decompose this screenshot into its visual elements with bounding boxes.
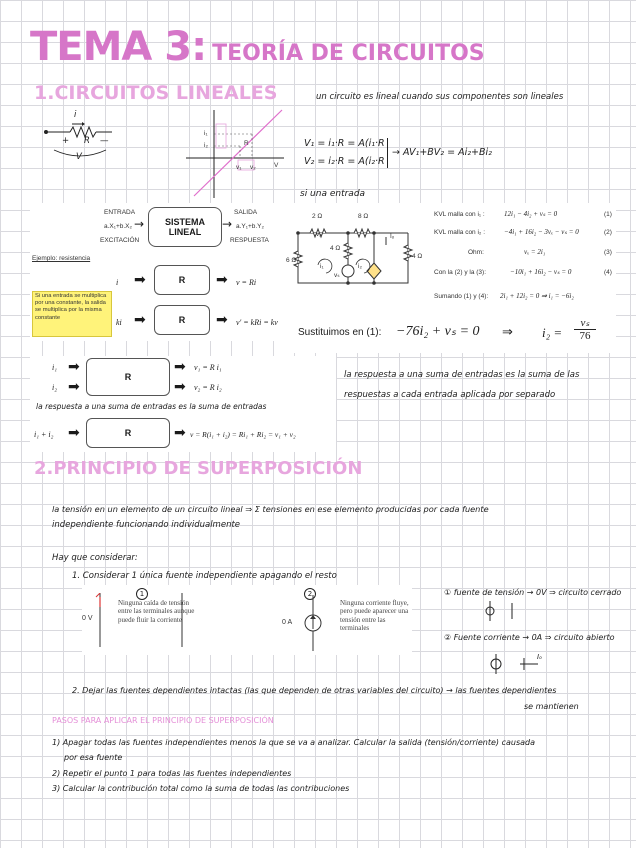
voltage-short-icon — [480, 601, 520, 621]
point-2b: se mantienen — [524, 702, 579, 711]
current-source-off-icon — [298, 595, 328, 651]
current-open-icon — [484, 648, 544, 676]
sup-r-box: R — [86, 358, 170, 396]
kvl-row-label: Sumando (1) y (4): — [434, 293, 489, 300]
arrow-right-icon: ➡ — [68, 425, 80, 441]
graph-v-axis: V — [274, 162, 279, 169]
graph-r: R — [244, 140, 249, 147]
linear-definition: un circuito es lineal cuando sus componentes son lineales — [316, 92, 564, 102]
circuit-r3: 4 Ω — [330, 245, 341, 252]
pasos-heading: PASOS PARA APLICAR EL PRINCIPIO DE SUPERPOSICIÓN — [52, 716, 274, 725]
kvl-row-expr: 12i₁ − 4i₂ + vₛ = 0 — [504, 210, 558, 218]
graph-v1: v₁ — [236, 164, 242, 171]
example-output-1: v = Ri — [236, 278, 257, 287]
terminal-icon — [172, 593, 192, 647]
system-card — [30, 203, 286, 341]
sistema-label: SISTEMA — [164, 217, 205, 227]
arrow-right-icon: ➡ — [134, 312, 146, 328]
resistor-r-label: R — [84, 136, 90, 146]
kvl-row-num: (2) — [604, 229, 612, 236]
kvl-row-expr: −10i₁ + 16i₂ − vₛ = 0 — [510, 268, 572, 276]
input-signal: a.X₁+b.X₂ — [104, 223, 133, 230]
output-signal: a.Y₁+b.Y₂ — [236, 223, 265, 230]
kvl-row-num: (3) — [604, 249, 612, 256]
hay-que-considerar: Hay que considerar: — [52, 553, 138, 563]
arrow-right-icon: ➡ — [174, 425, 186, 441]
salida-label: SALIDA — [234, 209, 258, 216]
arrow-right-icon: ➡ — [68, 379, 80, 395]
arrow-right-icon: ➡ — [174, 379, 186, 395]
superposition-definition-2: independiente funcionando individualmente — [52, 520, 241, 530]
zero-volts-text: Ninguna caída de tensión entre las terminales aunque puede fluir la corriente — [118, 599, 195, 624]
graph-v2: v₂ — [250, 164, 256, 171]
sup-note-sum-inputs: la respuesta a una suma de entradas es la suma de entradas — [36, 402, 267, 411]
arrow-right-icon: ➡ — [134, 272, 146, 288]
paso-1: 1) Apagar todas las fuentes independientes menos la que se va a analizar. Calcular la salida (tensión/corriente) causada — [52, 738, 536, 747]
kvl-row-expr: −4i₁ + 16i₂ − 3vₓ − vₛ = 0 — [504, 228, 579, 236]
sources-card — [82, 585, 412, 655]
arrow-right-icon: ➡ — [216, 272, 228, 288]
page-title — [30, 24, 485, 68]
graph-i1: i₁ — [204, 130, 208, 137]
constant-note — [32, 291, 112, 337]
superposition-note-2: respuestas a cada entrada aplicada por separado — [344, 390, 556, 400]
sustituimos-equation: −76i₂ + vₛ = 0 — [396, 324, 480, 339]
circuit-i2: i₂ — [358, 263, 362, 270]
io-label: Iₒ — [537, 653, 542, 661]
title-tema: TEMA 3: — [30, 24, 207, 70]
resistor-current-label: i — [74, 110, 77, 120]
example-input-1: i — [116, 278, 119, 287]
kvl-row-num: (4) — [604, 269, 612, 276]
circuit-i1: i₁ — [320, 263, 324, 270]
linearity-graph — [186, 106, 286, 202]
paso-3: 3) Calcular la contribución total como la suma de todas las contribuciones — [52, 784, 350, 793]
resistor-symbol — [40, 112, 120, 162]
sistema-lineal-box — [148, 207, 222, 247]
fuente-tension-note: ① fuente de tensión → 0V ⇒ circuito cerrado — [444, 588, 622, 597]
arrow-right-icon: ➡ — [174, 359, 186, 375]
result-numerator: vₛ — [574, 316, 596, 330]
implies-icon: ⇒ — [502, 325, 513, 340]
point-1: 1. Considerar 1 única fuente independiente apagando el resto — [72, 571, 337, 581]
arrow-in-icon: → — [134, 217, 145, 231]
kvl-row-expr: 2i₁ + 12i₂ = 0 ⇒ i₁ = −6i₂ — [500, 292, 574, 300]
lineal-label: LINEAL — [168, 227, 202, 237]
resistor-minus: — — [100, 136, 109, 146]
equation-v2: V₂ = i₂·R = A(i₂·R — [304, 156, 385, 167]
kvl-row-num: (1) — [604, 211, 612, 218]
source-2-number-text: 2 — [307, 590, 313, 598]
resistor-plus: + — [62, 136, 70, 146]
sup-output-2: v₂ = R i₂ — [194, 383, 222, 392]
kvl-row-label: KVL malla con i₁ : — [434, 211, 485, 218]
section2-heading: 2.PRINCIPIO DE SUPERPOSICIÓN — [34, 458, 363, 479]
arrow-out-icon: → — [222, 217, 233, 231]
source-1-number-text: 1 — [139, 590, 145, 598]
zero-amps-text: Ninguna corriente fluye, pero puede aparecer una tensión entre las terminales — [340, 599, 409, 633]
voltage-source-off-icon — [90, 593, 110, 647]
zero-amps-label: 0 A — [282, 619, 293, 626]
equation-v1: V₁ = i₁·R = A(i₁·R — [304, 138, 385, 149]
sup-output-1: v₁ = R i₁ — [194, 363, 222, 372]
graph-svg — [186, 106, 286, 202]
circuit-diagram-icon — [288, 207, 418, 299]
sup-output-sum: v = R(i₁ + i₂) = Ri₁ + Ri₂ = v₁ + v₂ — [190, 430, 296, 439]
arrow-right-icon: ➡ — [68, 359, 80, 375]
sup-input-sum: i₁ + i₂ — [34, 430, 54, 439]
graph-i2: i₂ — [204, 142, 208, 149]
result-denominator: 76 — [579, 330, 591, 342]
sup-input-2: i₂ — [52, 383, 58, 392]
example-r-box-1: R — [154, 265, 210, 295]
si-entrada-text: si una entrada — [300, 189, 366, 199]
kvl-row-label: Ohm: — [468, 249, 484, 256]
circuit-card — [286, 203, 616, 353]
kvl-row-label: KVL malla con i₂ : — [434, 229, 486, 236]
result-fraction — [574, 316, 596, 342]
circuit-r4: 6 Ω — [286, 257, 297, 264]
paso-2: 2) Repetir el punto 1 para todas las fuentes independientes — [52, 769, 292, 778]
circuit-io: Iₒ — [390, 233, 395, 240]
equation-sum: → AV₁+BV₂ = Ai₂+Bi₂ — [392, 147, 492, 158]
superposition-card — [30, 356, 336, 452]
example-input-2: ki — [116, 318, 122, 327]
example-r-box-2: R — [154, 305, 210, 335]
kvl-row-expr: vₓ = 2i₁ — [524, 248, 546, 256]
circuit-vx: vₓ — [316, 231, 322, 238]
respuesta-label: RESPUESTA — [230, 237, 269, 244]
title-subject: TEORÍA DE CIRCUITOS — [212, 41, 485, 66]
ejemplo-label: Ejemplo: resistencia — [32, 255, 91, 262]
circuit-r5: 4 Ω — [412, 253, 423, 260]
kvl-row-label: Con la (2) y la (3): — [434, 269, 487, 276]
equation-bracket — [384, 138, 388, 168]
entrada-label: ENTRADA — [104, 209, 136, 216]
arrow-right-icon: ➡ — [216, 312, 228, 328]
paso-1b: por esa fuente — [64, 753, 123, 762]
sustituimos-label: Sustituimos en (1): — [298, 327, 382, 338]
circuit-r1: 2 Ω — [312, 213, 323, 220]
sup-r-box-sum: R — [86, 418, 170, 448]
excitacion-label: EXCITACIÓN — [100, 237, 140, 244]
example-output-2: v' = kRi = kv — [236, 318, 278, 327]
sup-input-1: i₁ — [52, 363, 58, 372]
superposition-note-1: la respuesta a una suma de entradas es la suma de las — [344, 370, 580, 380]
result-lhs: i₂ = — [542, 325, 563, 340]
circuit-vs: vₛ — [334, 272, 340, 279]
superposition-definition-1: la tensión en un elemento de un circuito lineal ⇒ Σ tensiones en ese elemento producidas por cada fuente — [52, 504, 489, 514]
zero-volts-label: 0 V — [82, 615, 93, 622]
section1-heading: 1.CIRCUITOS LINEALES — [34, 82, 278, 104]
circuit-r2: 8 Ω — [358, 213, 369, 220]
fuente-corriente-note: ② Fuente corriente → 0A ⇒ circuito abierto — [444, 633, 615, 642]
resistor-v-label: V — [76, 152, 82, 162]
constant-note-text: Si una entrada se multiplica por una constante, la salida se multiplica por la misma constante — [35, 293, 107, 321]
point-2: 2. Dejar las fuentes dependientes intactas (las que dependen de otras variables del circuito) → las fuentes dependientes — [72, 686, 557, 695]
